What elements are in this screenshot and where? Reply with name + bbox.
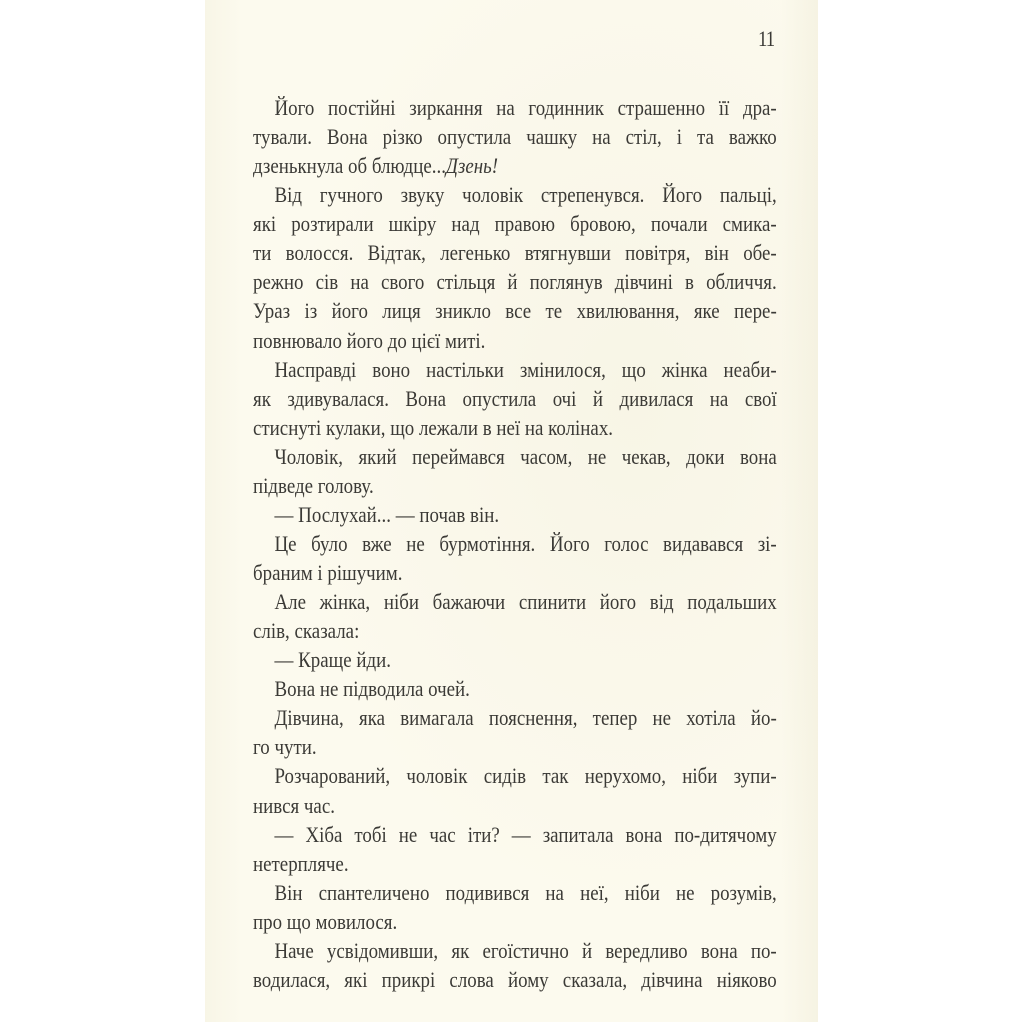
- text-line-content: Ураз із його лиця зникло все те хвилювання, яке пере-: [253, 298, 777, 324]
- text-line: [253, 645, 777, 674]
- text-line-content: як здивувалася. Вона опустила очі й дивилася на свої: [253, 385, 777, 411]
- text-line: [253, 558, 777, 587]
- text-line-content: Але жінка, ніби бажаючи спинити його від подальших: [274, 589, 777, 615]
- text-line: [253, 355, 777, 384]
- text-line-content: Розчарований, чоловік сидів так нерухомо, ніби зупи-: [274, 763, 777, 789]
- text-line: [253, 238, 777, 267]
- text-line-content: Він спантеличено подивився на неї, ніби не розумів,: [274, 879, 777, 905]
- text-line: [253, 500, 777, 529]
- text-line-content: дзенькнула об блюдце...: [253, 153, 446, 179]
- text-line: [253, 965, 777, 994]
- text-line-content: го чути.: [253, 734, 317, 760]
- text-line: [253, 267, 777, 296]
- body-text: [253, 93, 777, 994]
- book-page: [205, 0, 818, 1022]
- text-line: [253, 907, 777, 936]
- text-line: [253, 442, 777, 471]
- text-line-content: нився час.: [253, 792, 335, 818]
- text-line: [253, 936, 777, 965]
- text-line: [253, 209, 777, 238]
- text-line-content: Це було вже не бурмотіння. Його голос видавався зі-: [274, 530, 777, 556]
- text-line-content: нетерпляче.: [253, 850, 349, 876]
- text-line: [253, 587, 777, 616]
- text-line-content: повнювало його до цієї миті.: [253, 327, 486, 353]
- text-line: [253, 122, 777, 151]
- text-line: [253, 529, 777, 558]
- text-line-content: Насправді воно настільки змінилося, що жінка неаби-: [274, 356, 777, 382]
- text-line-content: тували. Вона різко опустила чашку на стіл, і та важко: [253, 124, 777, 150]
- text-line-content: стиснуті кулаки, що лежали в неї на колінах.: [253, 414, 614, 440]
- text-line: [253, 732, 777, 761]
- text-line: [253, 791, 777, 820]
- text-line: [253, 878, 777, 907]
- page-number: 11: [758, 26, 775, 51]
- text-line: [253, 296, 777, 325]
- text-line-content: підведе голову.: [253, 472, 374, 498]
- text-line-content: браним і рішучим.: [253, 560, 403, 585]
- text-line: [253, 820, 777, 849]
- text-line-content: — Хіба тобі не час іти? — запитала вона по-дитячому: [274, 821, 777, 847]
- text-line-content: які розтирали шкіру над правою бровою, почали смика-: [253, 211, 777, 237]
- text-line-content: Від гучного звуку чоловік стрепенувся. Його пальці,: [274, 182, 777, 208]
- text-line: [253, 761, 777, 790]
- text-line-content: водилася, які прикрі слова йому сказала, дівчина ніяково: [253, 966, 777, 992]
- text-line: [253, 703, 777, 732]
- text-line: [253, 413, 777, 442]
- text-line: [253, 326, 777, 355]
- text-line-content: Дівчина, яка вимагала пояснення, тепер не хотіла йо-: [274, 705, 777, 731]
- text-line: [253, 384, 777, 413]
- text-line: [253, 616, 777, 645]
- text-line-content: Чоловік, який переймався часом, не чекав, доки вона: [274, 443, 777, 469]
- text-line-content: Наче усвідомивши, як егоїстично й вередливо вона по-: [274, 937, 777, 963]
- text-line: [253, 471, 777, 500]
- text-line: [253, 93, 777, 122]
- italic-interjection: Дзень!: [445, 153, 499, 179]
- text-line: [253, 849, 777, 878]
- text-line-content: режно сів на свого стільця й поглянув дівчині в обличчя.: [253, 269, 777, 295]
- text-line-content: про що мовилося.: [253, 908, 398, 934]
- text-line: [253, 151, 777, 180]
- text-line: [253, 674, 777, 703]
- text-line-content: Вона не підводила очей.: [274, 676, 470, 702]
- text-line-content: слів, сказала:: [253, 618, 360, 644]
- text-line-content: Його постійні зиркання на годинник страшенно її дра-: [274, 95, 777, 120]
- text-line-content: ти волосся. Відтак, легенько втягнувши повітря, він обе-: [253, 240, 777, 266]
- text-line: [253, 180, 777, 209]
- text-line-content: — Краще йди.: [274, 647, 391, 673]
- text-line-content: — Послухай... — почав він.: [274, 501, 500, 527]
